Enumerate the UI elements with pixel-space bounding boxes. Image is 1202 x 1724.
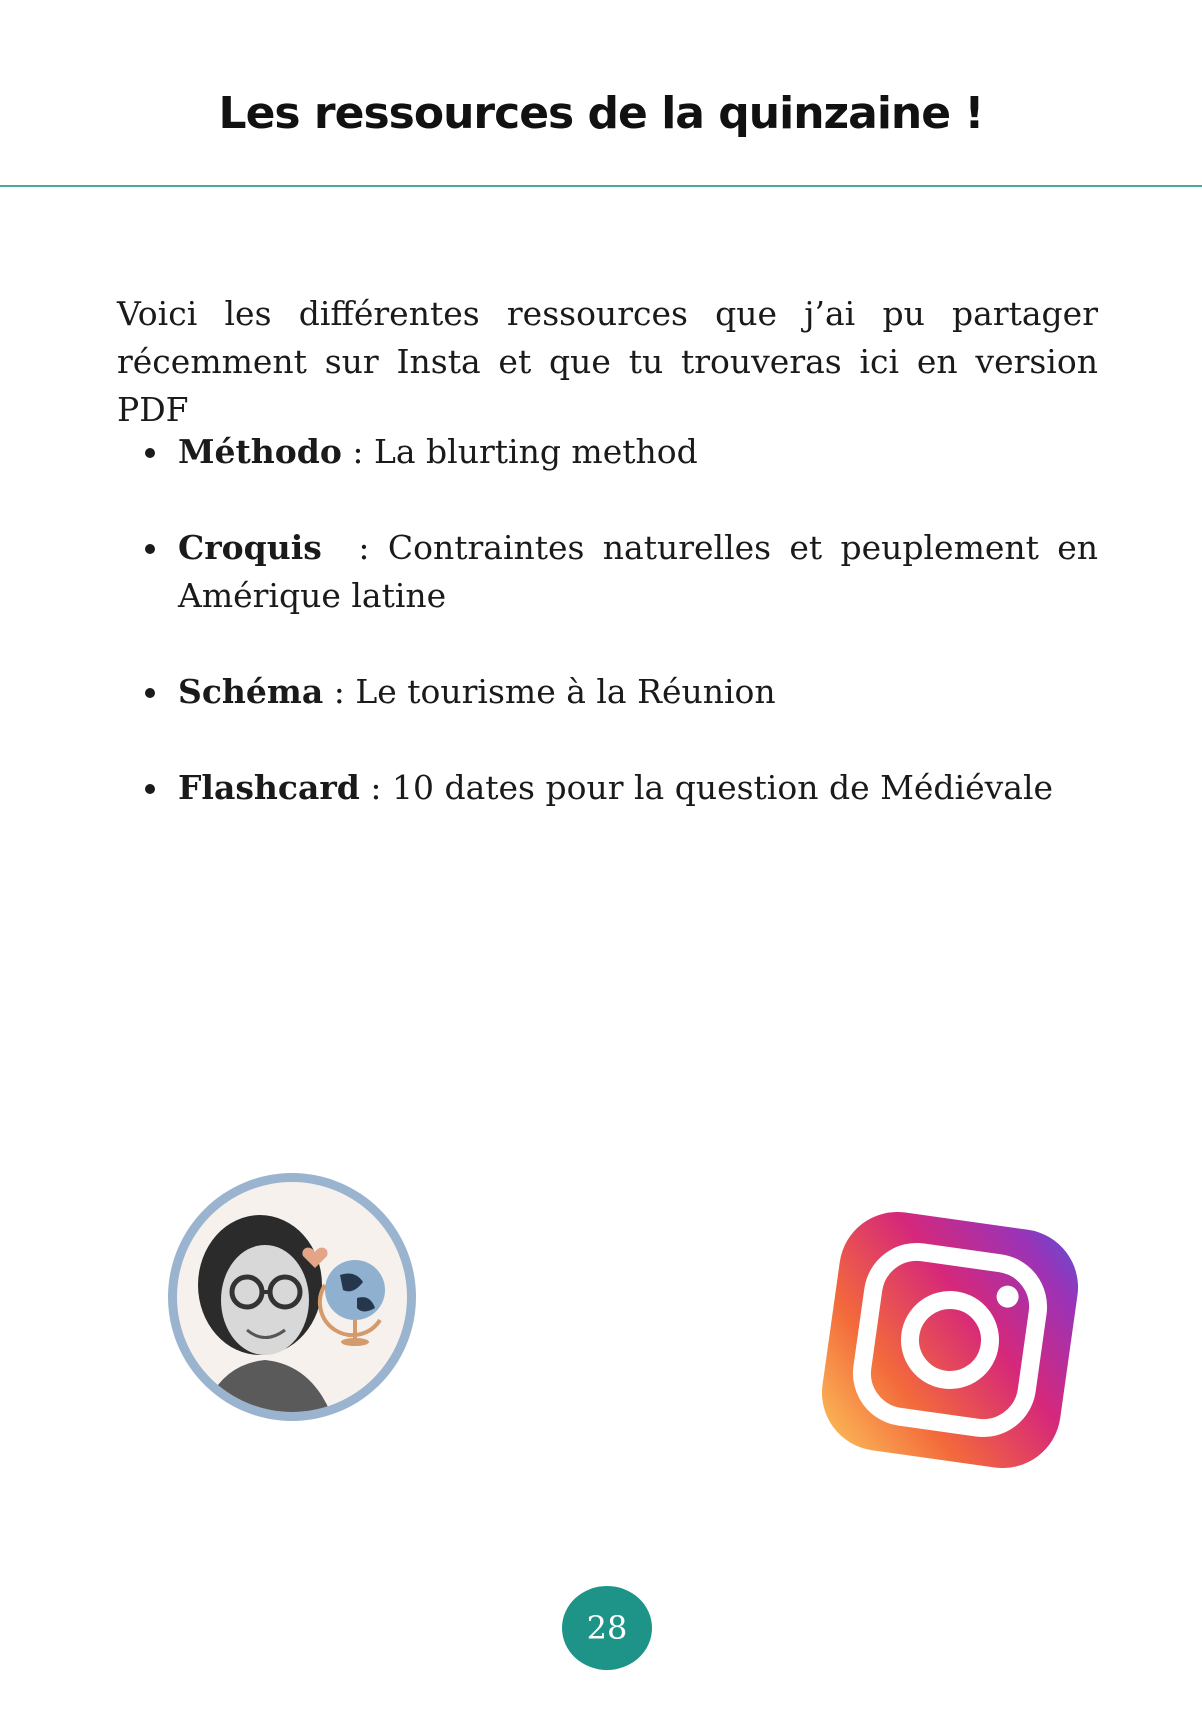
list-item xyxy=(117,524,1098,620)
bullet-icon xyxy=(145,688,155,698)
page-number: 28 xyxy=(586,1609,628,1647)
page-number-badge xyxy=(562,1586,652,1670)
bullet-icon xyxy=(145,784,155,794)
resource-separator: : xyxy=(341,432,374,471)
bullet-icon xyxy=(145,448,155,458)
instagram-logo-icon xyxy=(815,1205,1085,1475)
list-item xyxy=(117,668,1098,716)
resource-description: 10 dates pour la question de Médiévale xyxy=(391,768,1054,807)
resource-list xyxy=(117,428,1098,860)
avatar xyxy=(165,1170,419,1424)
resource-name: Méthodo xyxy=(178,432,342,471)
resource-description: La blurting method xyxy=(373,432,698,471)
resource-separator: : xyxy=(321,528,388,567)
resource-description: Contraintes naturelles et peuplement en Amérique latine xyxy=(178,528,1098,615)
resource-name: Flashcard xyxy=(178,768,360,807)
bullet-icon xyxy=(145,544,155,554)
list-item xyxy=(117,764,1098,812)
page-title: Les ressources de la quinzaine ! xyxy=(218,88,984,139)
title-divider xyxy=(0,185,1202,187)
intro-paragraph: Voici les différentes ressources que j’ai pu partager récemment sur Insta et que tu trouveras ici en version PDF xyxy=(117,294,1098,429)
resource-name: Schéma xyxy=(178,672,324,711)
resource-description: Le tourisme à la Réunion xyxy=(355,672,776,711)
list-item xyxy=(117,428,1098,476)
resource-separator: : xyxy=(359,768,392,807)
resource-name: Croquis xyxy=(178,528,322,567)
resource-separator: : xyxy=(323,672,356,711)
